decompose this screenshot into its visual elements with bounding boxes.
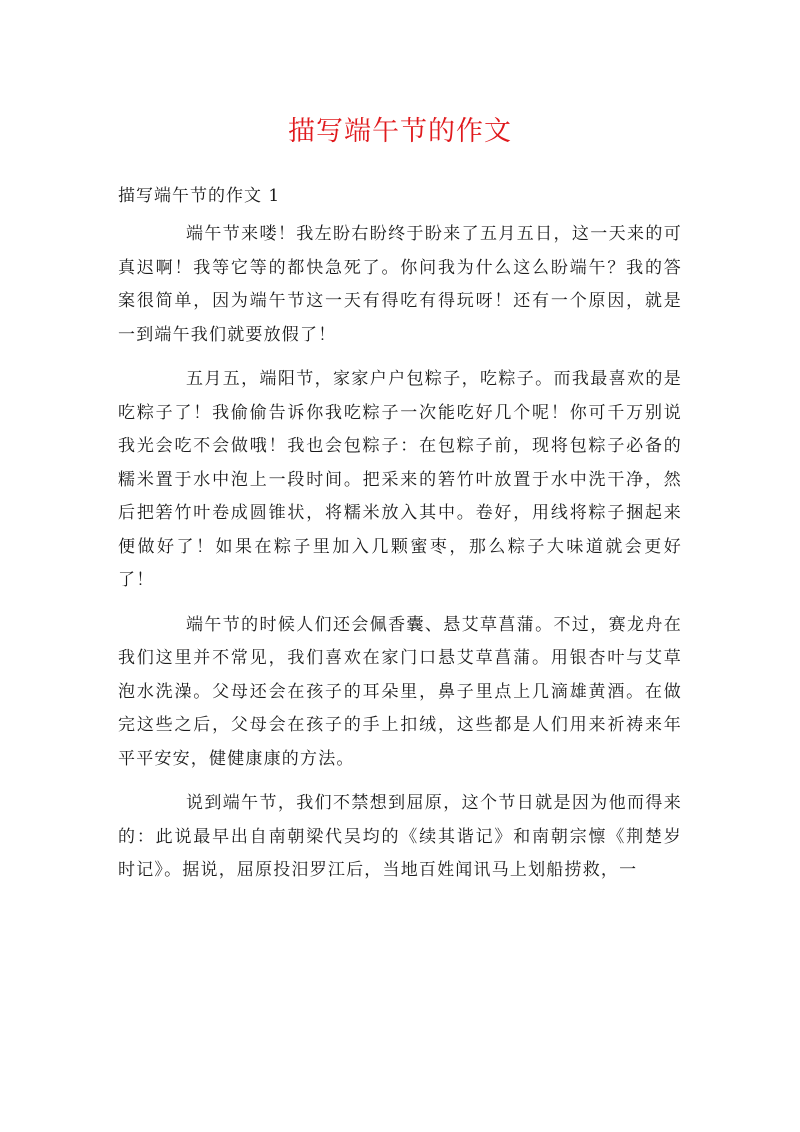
essay-heading: 描写端午节的作文 1 — [118, 186, 281, 206]
paragraph-1: 端午节来喽！我左盼右盼终于盼来了五月五日，这一天来的可真迟啊！我等它等的都快急死了。你问我为什么这么盼端午？我的答案很简单，因为端午节这一天有得吃有得玩呀！还有一个原因，就是一到端午我们就要放假了！ — [118, 224, 682, 345]
paragraph-4: 说到端午节，我们不禁想到屈原，这个节日就是因为他而得来的：此说最早出自南朝梁代吴均的《续其谐记》和南朝宗懔《荆楚岁时记》。据说，屈原投汨罗江后，当地百姓闻讯马上划船捞救，一 — [118, 793, 682, 880]
paragraph-3: 端午节的时候人们还会佩香囊、悬艾草菖蒲。不过，赛龙舟在我们这里并不常见，我们喜欢在家门口悬艾草菖蒲。用银杏叶与艾草泡水洗澡。父母还会在孩子的耳朵里，鼻子里点上几滴雄黄酒。在做完这些之后，父母会在孩子的手上扣绒，这些都是人们用来祈祷来年平平安安，健健康康的方法。 — [118, 614, 682, 769]
document-title: 描写端午节的作文 — [288, 116, 512, 147]
paragraph-2: 五月五，端阳节，家家户户包粽子，吃粽子。而我最喜欢的是吃粽子了！我偷偷告诉你我吃粽子一次能吃好几个呢！你可千万别说我光会吃不会做哦！我也会包粽子：在包粽子前，现将包粽子必备的糯米置于水中泡上一段时间。把采来的箬竹叶放置于水中洗干净，然后把箬竹叶卷成圆锥状，将糯米放入其中。卷好，用线将粽子捆起来便做好了！如果在粽子里加入几颗蜜枣，那么粽子大味道就会更好了！ — [118, 369, 682, 590]
